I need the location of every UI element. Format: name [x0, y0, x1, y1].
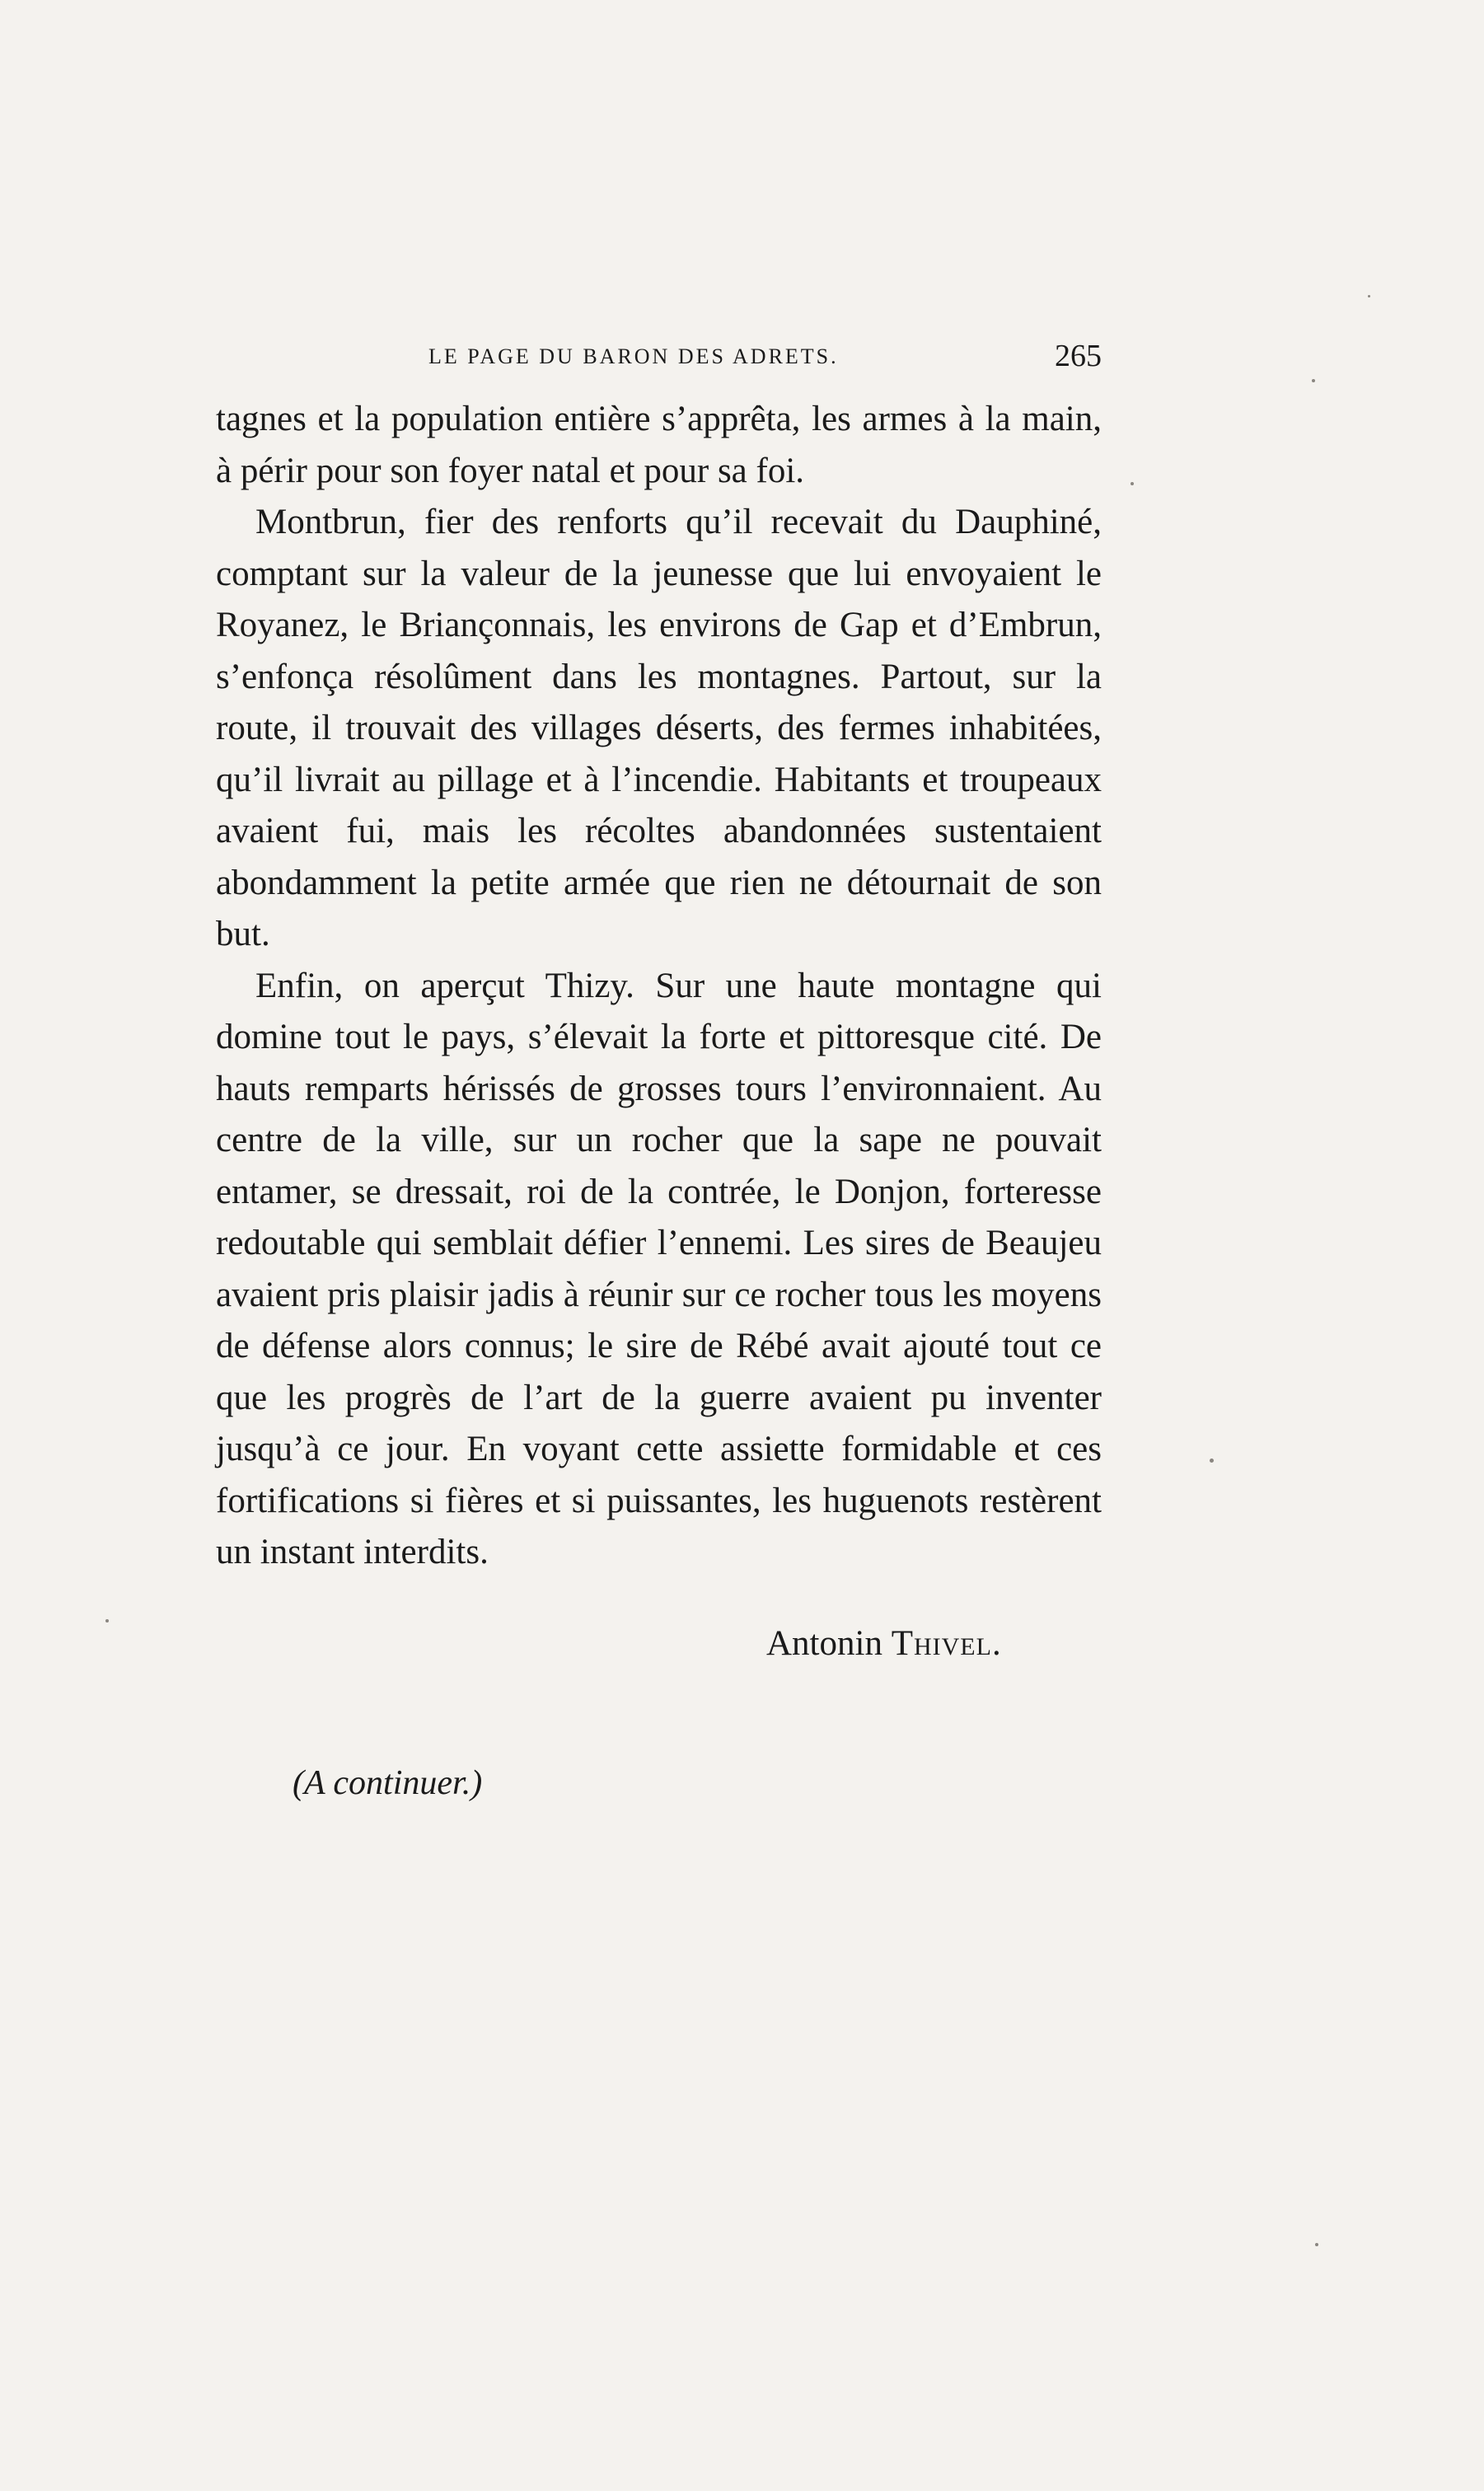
paper-speck: [1210, 1459, 1214, 1463]
paper-speck: [1315, 2243, 1318, 2246]
author-first-name: Antonin: [766, 1624, 882, 1663]
paper-speck: [1312, 379, 1315, 382]
paragraph-thizy: Enfin, on aperçut Thizy. Sur une haute montagne qui domine tout le pays, s’élevait la forte et pittoresque cité. De hauts remparts hérissés de grosses tours l’environnaient. Au centre de la ville, sur un rocher que la sape ne pouvait entamer, se dressait, roi de la contrée, le Donjon, forteresse redoutable qui semblait défier l’ennemi. Les sires de Beaujeu avaient pris plaisir jadis à réunir sur ce rocher tous les moyens de défense alors connus; le sire de Rébé avait ajouté tout ce que les progrès de l’art de la guerre avaient pu inventer jusqu’à ce jour. En voyant cette assiette formidable et ces fortifications si fières et si puissantes, les huguenots restèrent un instant interdits.: [216, 966, 1102, 1571]
page-number: 265: [1055, 339, 1102, 373]
paragraph-montbrun: Montbrun, fier des renforts qu’il recevait du Dauphiné, comptant sur la valeur de la jeunesse que lui envoyaient le Royanez, le Briançonnais, les environs de Gap et d’Embrun, s’enfonça résolûment dans les montagnes. Partout, sur la route, il trouvait des villages déserts, des fermes inhabitées, qu’il livrait au pillage et à l’incendie. Habitants et troupeaux avaient fui, mais les récoltes abandonnées sustentaient abondamment la petite armée que rien ne détournait de son but.: [216, 503, 1102, 953]
paper-speck: [1131, 482, 1134, 485]
paper-speck: [1368, 295, 1370, 297]
paper-speck: [105, 1619, 109, 1622]
body-text: [216, 394, 1102, 1579]
author-last-name: Thivel.: [891, 1624, 1002, 1663]
author-signature: [766, 1623, 1002, 1664]
running-head: LE PAGE DU BARON DES ADRETS.: [428, 344, 839, 368]
continuation-note: (A continuer.): [293, 1764, 483, 1802]
paragraph-continued: tagnes et la population entière s’apprêta, les armes à la main, à périr pour son foyer natal et pour sa foi.: [216, 400, 1102, 490]
